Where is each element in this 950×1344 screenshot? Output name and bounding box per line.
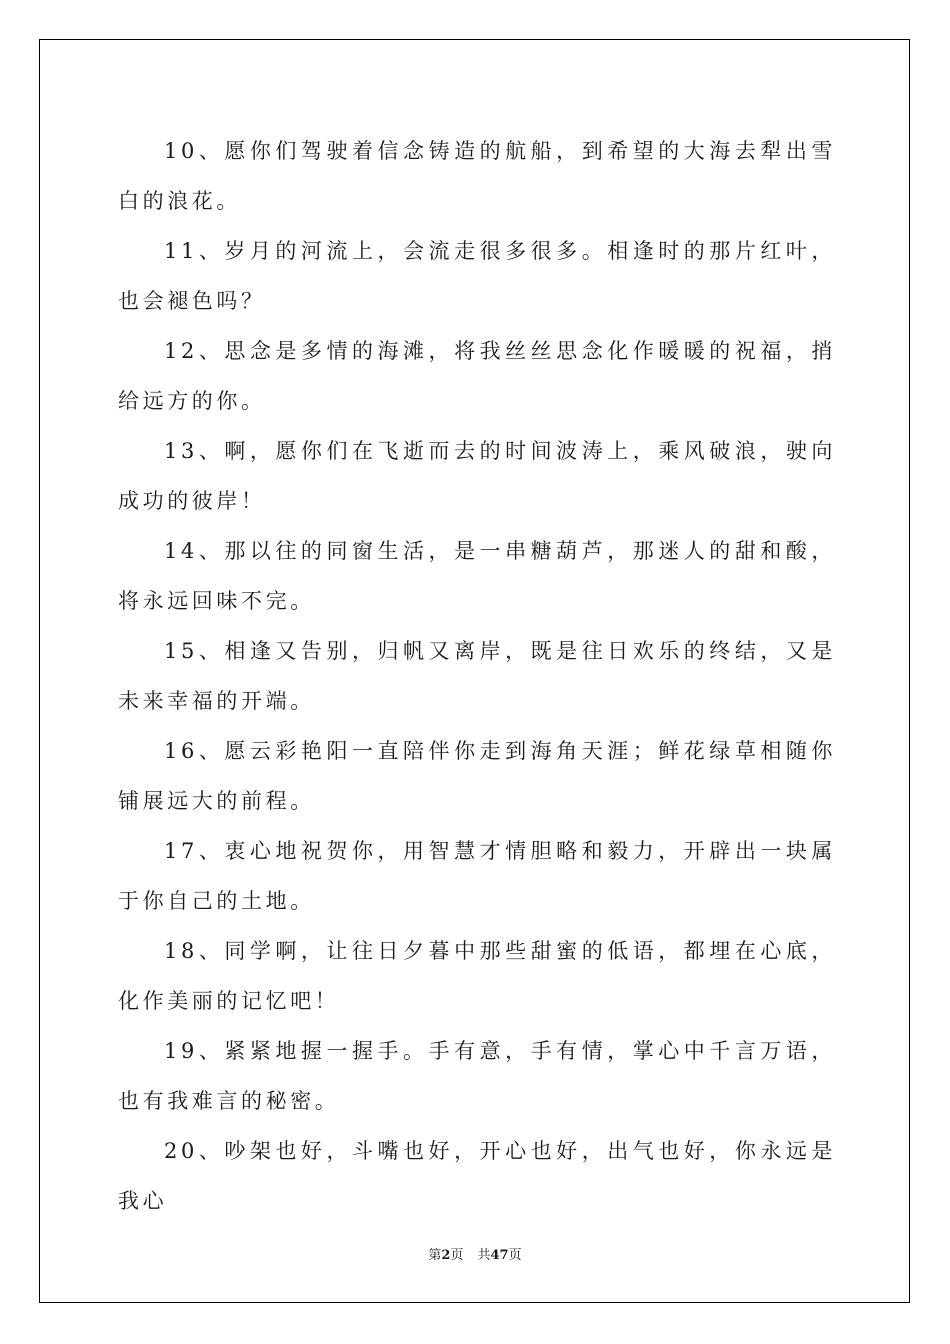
paragraph-13: 13、啊，愿你们在飞逝而去的时间波涛上，乘风破浪，驶向成功的彼岸！ (118, 439, 836, 513)
paragraph-14: 14、那以往的同窗生活，是一串糖葫芦，那迷人的甜和酸，将永远回味不完。 (118, 539, 836, 613)
total-prefix: 共 (477, 1248, 491, 1263)
paragraph-12: 12、思念是多情的海滩，将我丝丝思念化作暖暖的祝福，捎给远方的你。 (118, 339, 836, 413)
paragraph-20: 20、吵架也好，斗嘴也好，开心也好，出气也好，你永远是我心 (118, 1139, 836, 1213)
total-pages: 47 (490, 1248, 509, 1263)
paragraph-17: 17、衷心地祝贺你，用智慧才情胆略和毅力，开辟出一块属于你自己的土地。 (118, 839, 836, 913)
paragraph-18: 18、同学啊，让往日夕暮中那些甜蜜的低语，都埋在心底，化作美丽的记忆吧！ (118, 939, 836, 1013)
page-number: 2 (441, 1248, 451, 1263)
body-text (118, 126, 836, 1226)
paragraph-15: 15、相逢又告别，归帆又离岸，既是往日欢乐的终结，又是未来幸福的开端。 (118, 639, 836, 713)
total-suffix: 页 (508, 1248, 522, 1263)
paragraph-11: 11、岁月的河流上，会流走很多很多。相逢时的那片红叶，也会褪色吗？ (118, 239, 836, 313)
page-suffix: 页 (450, 1248, 464, 1263)
paragraph-16: 16、愿云彩艳阳一直陪伴你走到海角天涯；鲜花绿草相随你铺展远大的前程。 (118, 739, 836, 813)
page-prefix: 第 (428, 1248, 442, 1263)
page-footer (0, 1247, 950, 1265)
paragraph-10: 10、愿你们驾驶着信念铸造的航船，到希望的大海去犁出雪白的浪花。 (118, 139, 836, 213)
paragraph-19: 19、紧紧地握一握手。手有意，手有情，掌心中千言万语，也有我难言的秘密。 (118, 1039, 836, 1113)
